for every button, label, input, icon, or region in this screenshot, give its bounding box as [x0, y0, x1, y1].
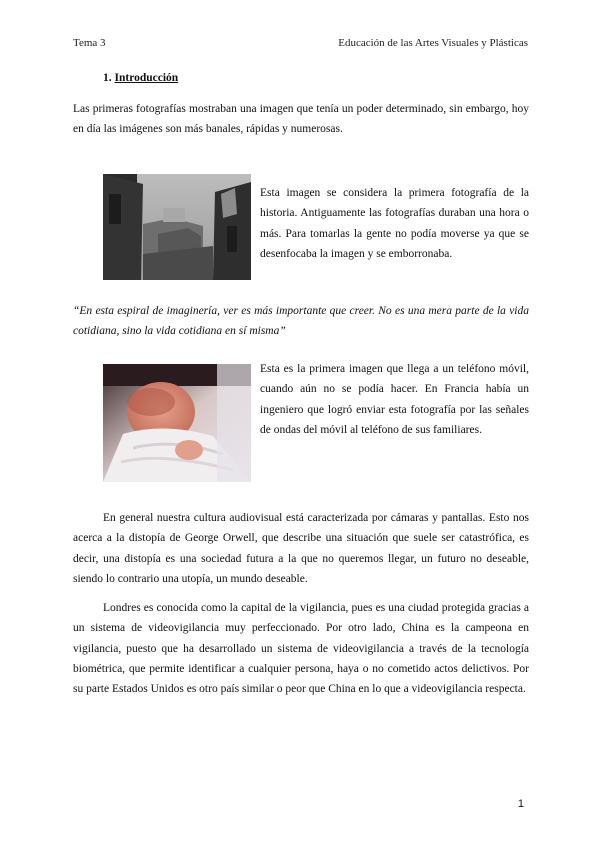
first-photograph-caption: Esta imagen se considera la primera fotografía de la historia. Antiguamente las fotografías duraban una hora o más. Para tomarlas la gente no podía moverse ya que se desenfocaba la imagen y se emborronaba. [260, 187, 529, 260]
header-right: Educación de las Artes Visuales y Plásticas [338, 37, 528, 49]
body-paragraph-surveillance: Londres es conocida como la capital de la vigilancia, pues es una ciudad protegida gracias a un sistema de videovigilancia muy perfeccionado. Por otro lado, China es la campeona en vigilancia, puesto que ha desarrollado un sistema de videovigilancia a través de la tecnología biométrica, que permite identificar a cualquier persona, haya o no cometido actos delictivos. Por su parte Estados Unidos es otro país similar o peor que China en lo que a videovigilancia respecta. [73, 602, 529, 696]
section-number: 1. [103, 72, 112, 84]
section-heading [103, 72, 178, 84]
first-mobile-photo-image [103, 364, 251, 482]
quote-paragraph: “En esta espiral de imaginería, ver es más importante que creer. No es una mera parte de la vida cotidiana, sino la vida cotidiana en sí misma” [73, 305, 529, 338]
body-paragraph-culture: En general nuestra cultura audiovisual está caracterizada por cámaras y pantallas. Esto nos acerca a la distopía de George Orwell, que describe una situación que suele ser catastrófica, es decir, una distopía es una sociedad futura a la que no queremos llegar, un futuro no deseable, siendo lo contrario una utopía, un mundo deseable. [73, 512, 529, 585]
intro-paragraph: Las primeras fotografías mostraban una imagen que tenía un poder determinado, sin embargo, hoy en día las imágenes son más banales, rápidas y numerosas. [73, 103, 529, 136]
page-number: 1 [517, 798, 524, 810]
section-title: Introducción [114, 72, 179, 84]
first-photograph-image [103, 174, 251, 280]
header-left: Tema 3 [73, 37, 106, 49]
first-mobile-photo-caption: Esta es la primera imagen que llega a un teléfono móvil, cuando aún no se podía hacer. En Francia había un ingeniero que logró enviar esta fotografía por las señales de ondas del móvil al teléfono de sus familiares. [260, 363, 529, 436]
